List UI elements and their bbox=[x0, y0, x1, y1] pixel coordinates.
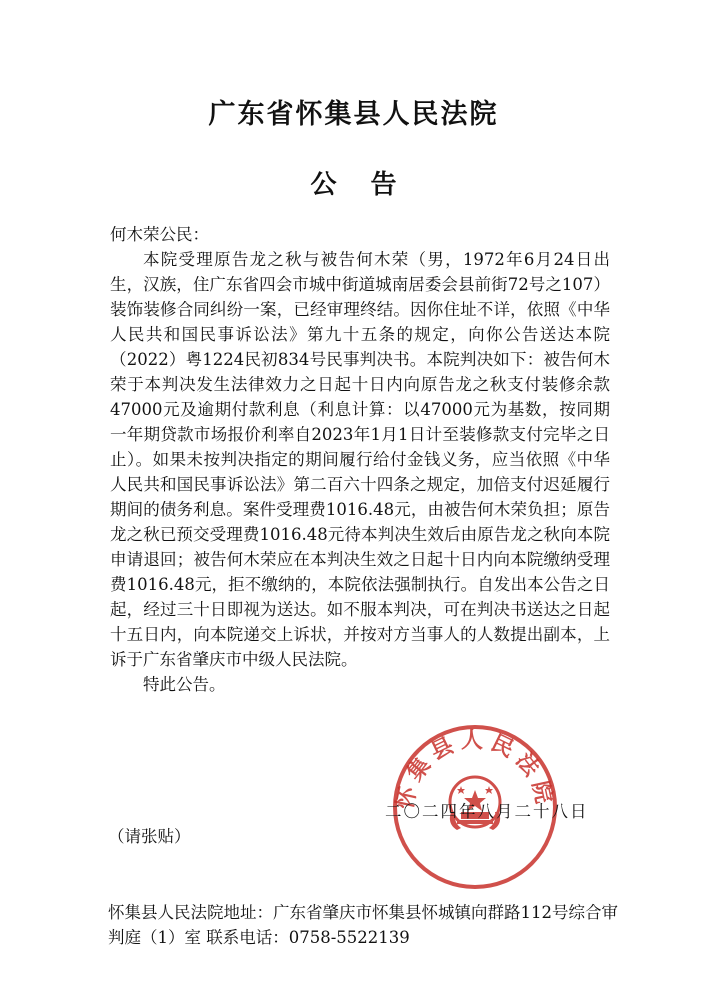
posting-note: （请张贴） bbox=[108, 827, 191, 846]
notice-date: 二〇二四年八月二十八日 bbox=[385, 802, 589, 821]
svg-text:怀集县人民法院: 怀集县人民法院 bbox=[391, 727, 559, 812]
notice-paragraph: 本院受理原告龙之秋与被告何木荣（男，1972年6月24日出生，汉族，住广东省四会市城中街道城南居委会县前街72号之107）装饰装修合同纠纷一案，已经审理终结。因你住址不详，依照《中华人民共和国民事诉讼法》第九十五条的规定，向你公告送达本院（2022）粤1224民初834号民事判决书。本院判决如下：被告何木荣于本判决发生法律效力之日起十日内向原告龙之秋支付装修余款47000元及逾期付款利息（利息计算：以47000元为基数，按同期一年期贷款市场报价利率自2023年1月1日计至装修款支付完毕之日止）。如果未按判决指定的期间履行给付金钱义务，应当依照《中华人民共和国民事诉讼法》第二百六十四条之规定，加倍支付迟延履行期间的债务利息。案件受理费1016.48元，由被告何木荣负担；原告龙之秋已预交受理费1016.48元待本判决生效后由原告龙之秋向本院申请退回；被告何木荣应在本判决生效之日起十日内向本院缴纳受理费1016.48元，拒不缴纳的，本院依法强制执行。自发出本公告之日起，经过三十日即视为送达。如不服本判决，可在判决书送达之日起十五日内，向本院递交上诉状，并按对方当事人的人数提出副本，上诉于广东省肇庆市中级人民法院。 bbox=[110, 250, 610, 669]
salutation: 何木荣公民： bbox=[110, 225, 209, 244]
closing-line: 特此公告。 bbox=[143, 675, 226, 694]
notice-body bbox=[110, 222, 610, 697]
notice-title: 公告 bbox=[310, 170, 431, 200]
court-title: 广东省怀集县人民法院 bbox=[208, 99, 499, 130]
court-address-footer: 怀集县人民法院地址：广东省肇庆市怀集县怀城镇向群路112号综合审判庭（1）室 联系电话：0758-5522139 bbox=[108, 903, 618, 947]
